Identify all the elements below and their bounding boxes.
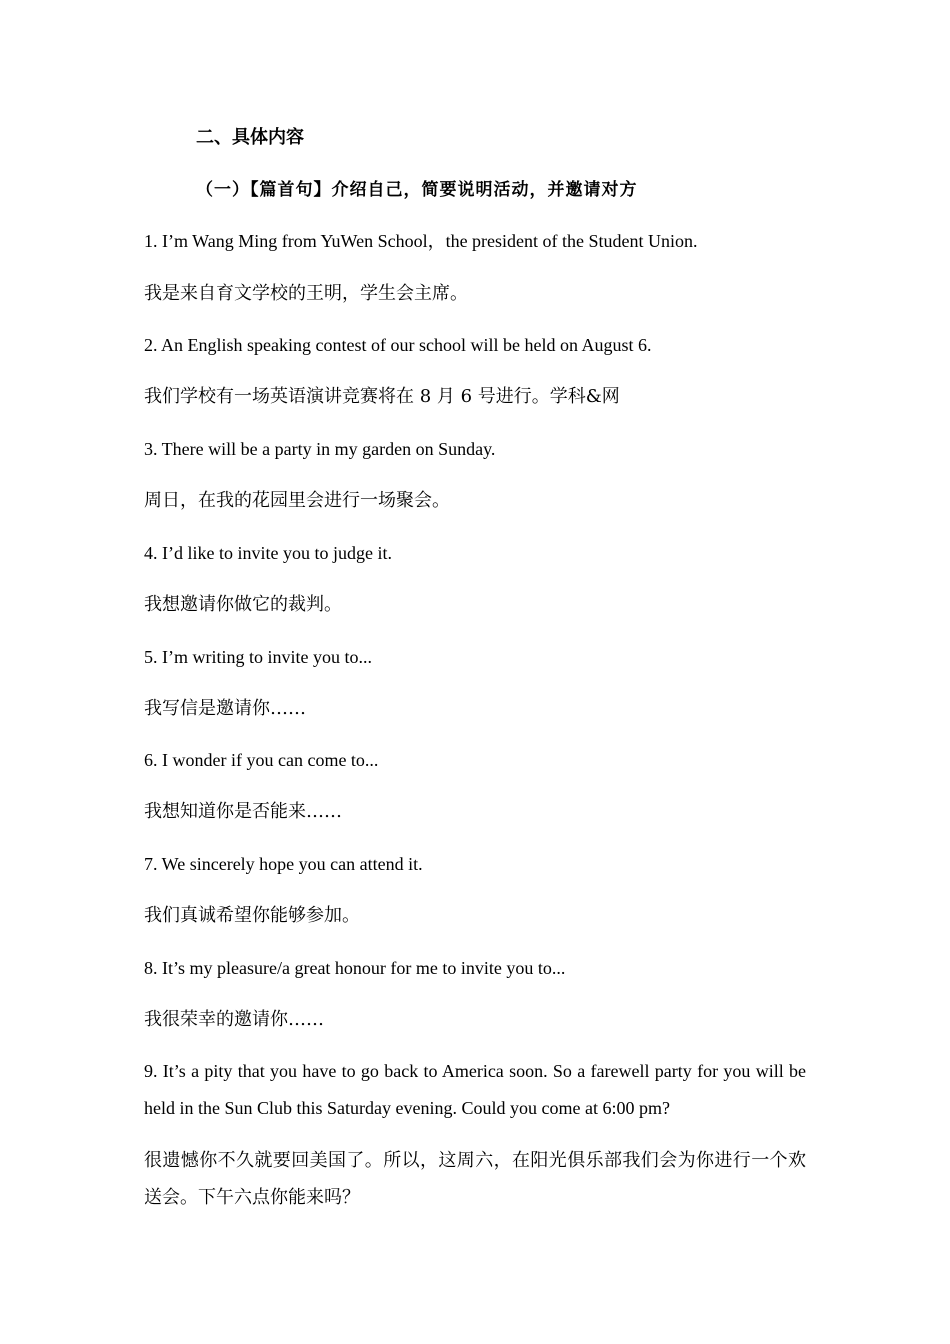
- sentence-en-5: 5. I’m writing to invite you to...: [144, 647, 372, 667]
- sentence-zh-6: 我想知道你是否能来……: [144, 801, 342, 822]
- sentence-zh-3: 周日，在我的花园里会进行一场聚会。: [144, 490, 450, 511]
- sentence-en-1: 1. I’m Wang Ming from YuWen School，the president of the Student Union.: [144, 231, 698, 251]
- sentence-zh-7: 我们真诚希望你能够参加。: [144, 905, 360, 926]
- sentence-zh-5: 我写信是邀请你……: [144, 698, 306, 719]
- sentence-en-6: 6. I wonder if you can come to...: [144, 750, 379, 770]
- sentence-en-9: 9. It’s a pity that you have to go back to America soon. So a farewell party for you will be held in the Sun Club this Saturday evening. Could you come at 6:00 pm?: [144, 1061, 806, 1118]
- sentence-zh-8: 我很荣幸的邀请你……: [144, 1009, 324, 1030]
- subsection-title: （一）【篇首句】介绍自己，简要说明活动，并邀请对方: [196, 180, 638, 200]
- sentence-zh-4: 我想邀请你做它的裁判。: [144, 594, 342, 615]
- sentence-en-4: 4. I’d like to invite you to judge it.: [144, 543, 392, 563]
- section-title: 二、具体内容: [196, 127, 304, 148]
- sentence-en-3: 3. There will be a party in my garden on Sunday.: [144, 439, 496, 459]
- sentence-en-8: 8. It’s my pleasure/a great honour for me to invite you to...: [144, 958, 566, 978]
- sentence-en-7: 7. We sincerely hope you can attend it.: [144, 854, 423, 874]
- sentence-zh-9: 很遗憾你不久就要回美国了。所以，这周六，在阳光俱乐部我们会为你进行一个欢送会。下午六点你能来吗？: [144, 1150, 806, 1208]
- sentence-zh-1: 我是来自育文学校的王明，学生会主席。: [144, 283, 468, 304]
- sentence-zh-2: 我们学校有一场英语演讲竞赛将在 8 月 6 号进行。学科&网: [144, 386, 620, 407]
- sentence-en-2: 2. An English speaking contest of our school will be held on August 6.: [144, 335, 652, 355]
